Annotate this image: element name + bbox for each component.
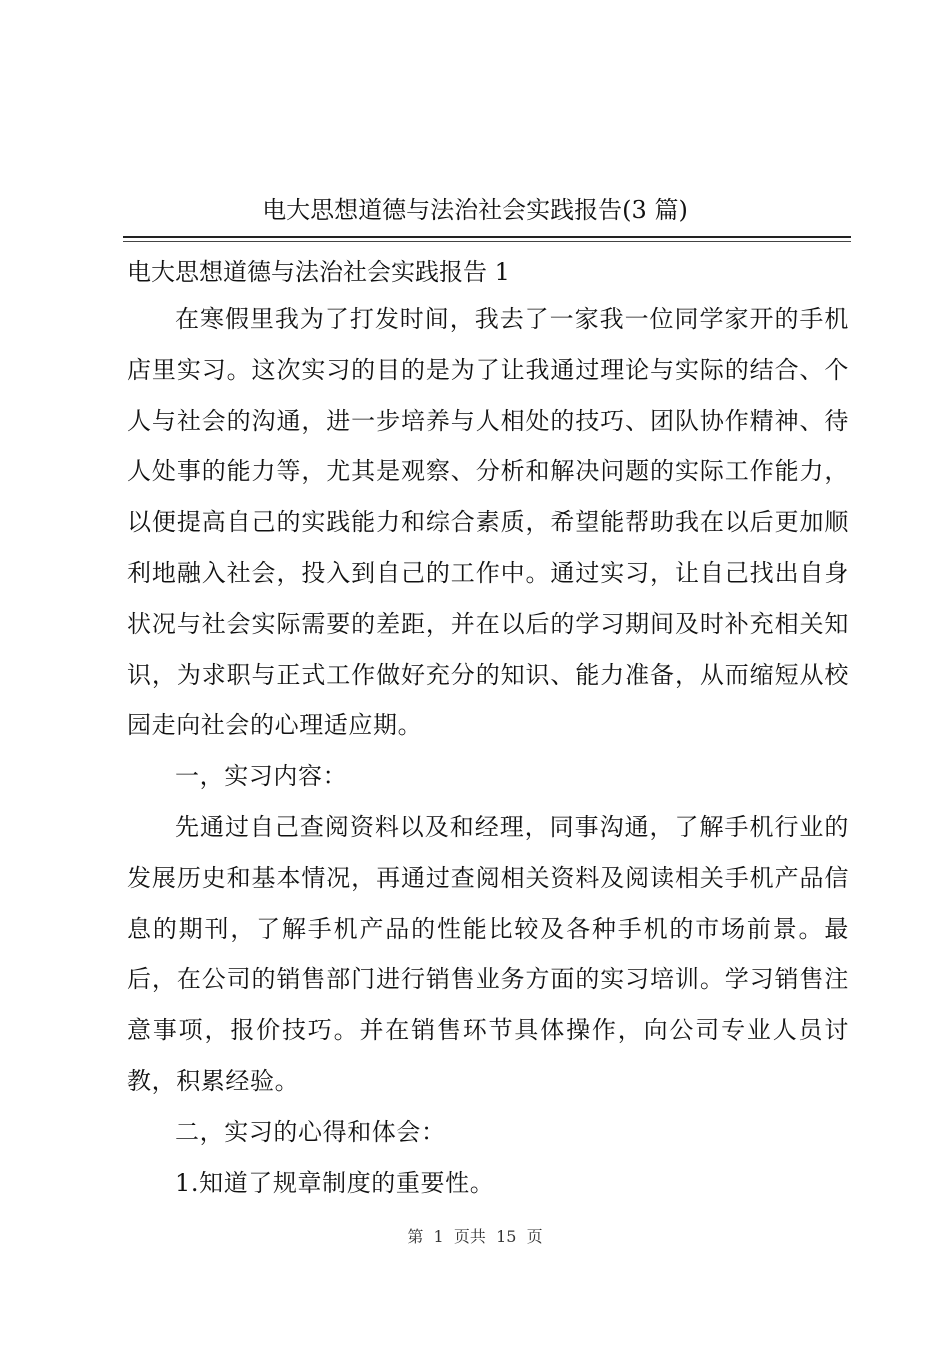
subheading-internship-content: 一，实习内容： xyxy=(175,762,348,791)
paragraph-content: 先通过自己查阅资料以及和经理，同事沟通，了解手机行业的发展历史和基本情况，再通过查阅相关资料及阅读相关手机产品信息的期刊，了解手机产品的性能比较及各种手机的市场前景。最后，在公司的销售部门进行销售业务方面的实习培训。学习销售注意事项，报价技巧。并在销售环节具体操作，向公司专业人员讨教，积累经验。 xyxy=(127,812,849,1095)
section-heading: 电大思想道德与法治社会实践报告 1 xyxy=(127,258,510,286)
page-footer: 第 1 页共 15 页 xyxy=(407,1227,543,1246)
title-underline-secondary xyxy=(123,241,851,242)
paragraph-intro: 在寒假里我为了打发时间，我去了一家我一位同学家开的手机店里实习。这次实习的目的是为了让我通过理论与实际的结合、个人与社会的沟通，进一步培养与人相处的技巧、团队协作精神、待人处事的能力等，尤其是观察、分析和解决问题的实际工作能力，以便提高自己的实践能力和综合素质，希望能帮助我在以后更加顺利地融入社会，投入到自己的工作中。通过实习，让自己找出自身状况与社会实际需要的差距，并在以后的学习期间及时补充相关知识，为求职与正式工作做好充分的知识、能力准备，从而缩短从校园走向社会的心理适应期。 xyxy=(127,305,849,740)
subheading-experience: 二，实习的心得和体会： xyxy=(175,1117,446,1146)
document-body xyxy=(127,250,849,1208)
document-title: 电大思想道德与法治社会实践报告(3 篇) xyxy=(262,196,688,224)
title-underline xyxy=(123,236,851,238)
list-item-rules: 1.知道了规章制度的重要性。 xyxy=(175,1168,495,1197)
